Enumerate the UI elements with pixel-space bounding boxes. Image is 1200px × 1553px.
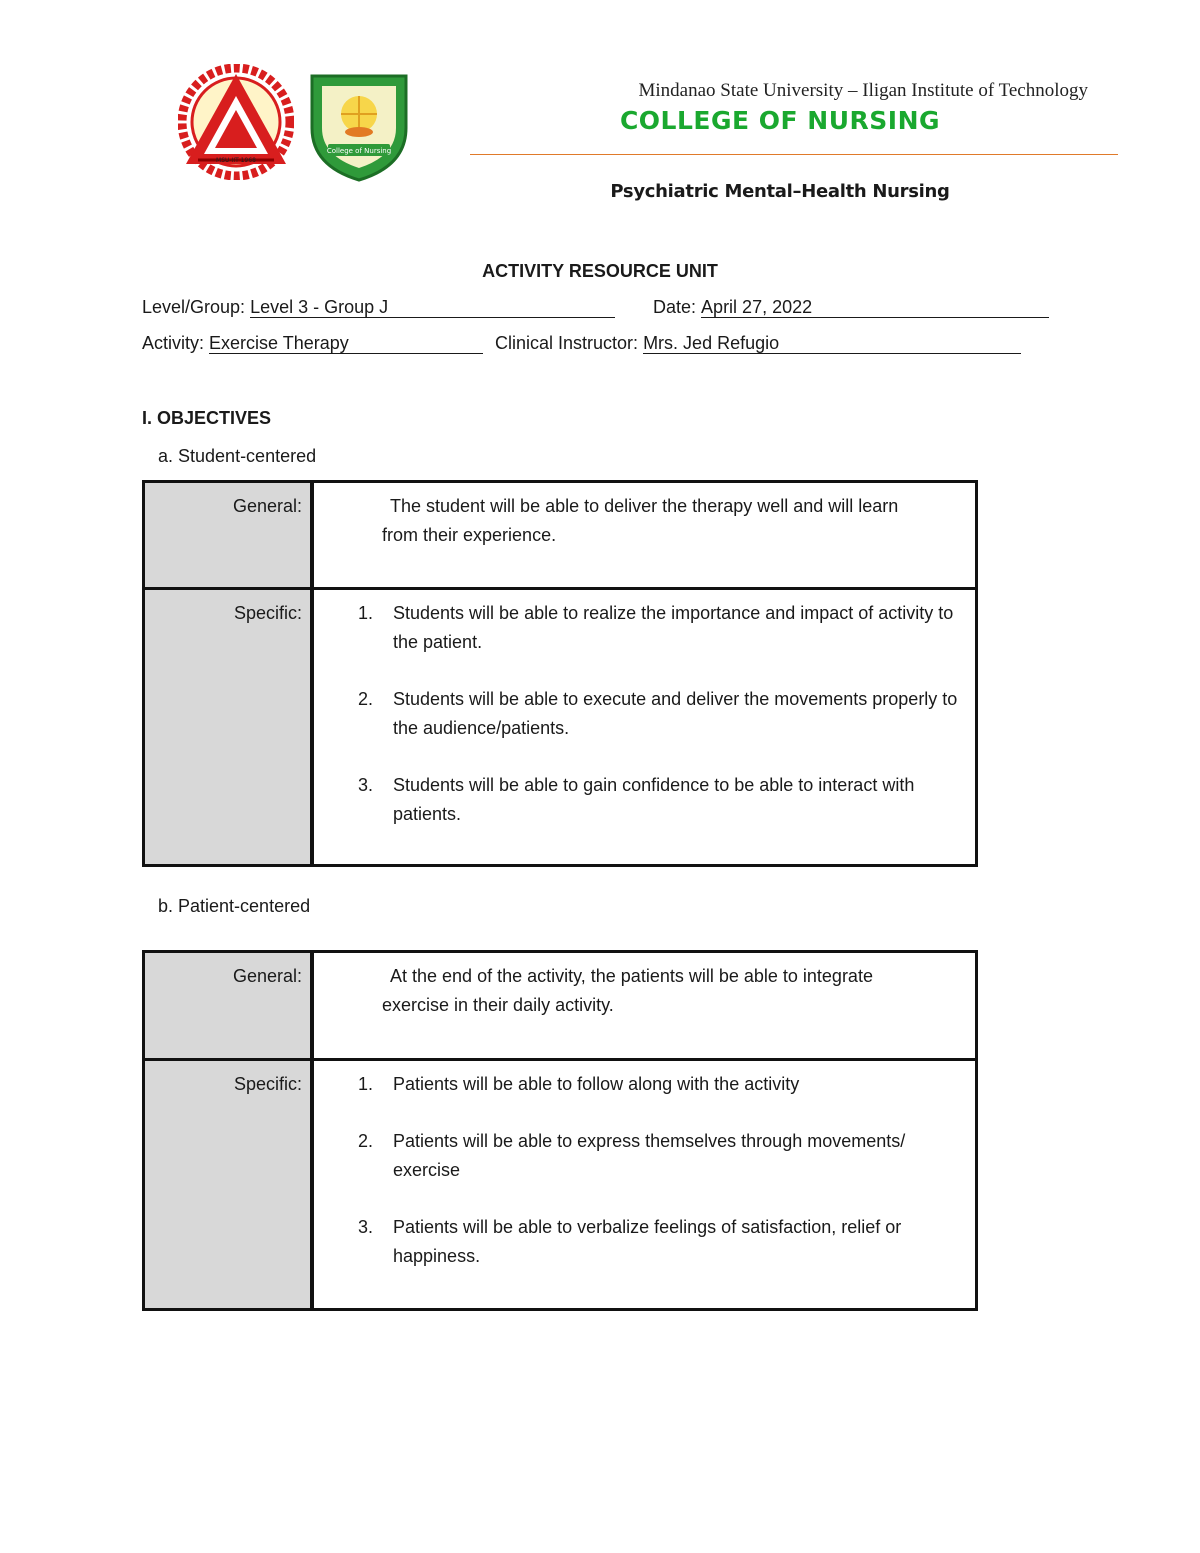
- university-name: Mindanao State University – Iligan Institute of Technology: [638, 80, 1088, 101]
- instructor-field: [495, 333, 1021, 354]
- activity-field: [142, 333, 483, 354]
- date-field: [653, 297, 1049, 318]
- list-item: 3. Students will be able to gain confidence to be able to interact with patients.: [358, 775, 915, 824]
- level-group-label: Level/Group:: [142, 297, 246, 317]
- instructor-value: Mrs. Jed Refugio: [643, 334, 1021, 354]
- college-name: COLLEGE OF NURSING: [619, 106, 941, 135]
- level-group-field: [142, 297, 615, 318]
- header-divider: [470, 154, 1118, 155]
- msu-iit-seal-icon: [178, 64, 294, 180]
- document-title: ACTIVITY RESOURCE UNIT: [482, 261, 718, 281]
- svg-text:College of Nursing: College of Nursing: [326, 147, 392, 155]
- instructor-label: Clinical Instructor:: [495, 333, 639, 353]
- college-of-nursing-seal-icon: [308, 68, 410, 184]
- date-label: Date:: [653, 297, 697, 317]
- svg-text:MSU-IIT 1968: MSU-IIT 1968: [216, 157, 256, 164]
- patient-objectives-table: [142, 950, 978, 1311]
- general-text: At the end of the activity, the patients will be able to integrate exercise in their daily activity.: [382, 966, 873, 1015]
- specific-label: Specific:: [144, 1060, 313, 1310]
- list-item: 2. Patients will be able to express themselves through movements/ exercise: [358, 1131, 906, 1180]
- general-cell: [312, 482, 977, 589]
- specific-label: Specific:: [144, 589, 313, 866]
- list-item: 3. Patients will be able to verbalize feelings of satisfaction, relief or happiness.: [358, 1217, 902, 1266]
- general-label: General:: [144, 482, 313, 589]
- course-title: Psychiatric Mental–Health Nursing: [610, 181, 950, 202]
- objectives-heading: I. OBJECTIVES: [142, 408, 272, 428]
- patient-centered-heading: b. Patient-centered: [158, 896, 311, 916]
- general-text: The student will be able to deliver the therapy well and will learn from their experience.: [382, 496, 899, 545]
- specific-cell: [312, 1060, 977, 1310]
- general-cell: [312, 952, 977, 1060]
- specific-list: [324, 1070, 965, 1271]
- level-group-value: Level 3 - Group J: [250, 298, 615, 318]
- activity-label: Activity:: [142, 333, 205, 353]
- activity-value: Exercise Therapy: [209, 334, 483, 354]
- specific-cell: [312, 589, 977, 866]
- student-centered-heading: a. Student-centered: [158, 446, 317, 466]
- list-item: 2. Students will be able to execute and deliver the movements properly to the audience/patients.: [358, 689, 958, 738]
- list-item: 1. Students will be able to realize the importance and impact of activity to the patient.: [358, 603, 954, 652]
- general-label: General:: [144, 952, 313, 1060]
- date-value: April 27, 2022: [701, 298, 1049, 318]
- student-objectives-table: [142, 480, 978, 867]
- specific-list: [324, 599, 965, 829]
- list-item: 1. Patients will be able to follow along with the activity: [358, 1074, 800, 1094]
